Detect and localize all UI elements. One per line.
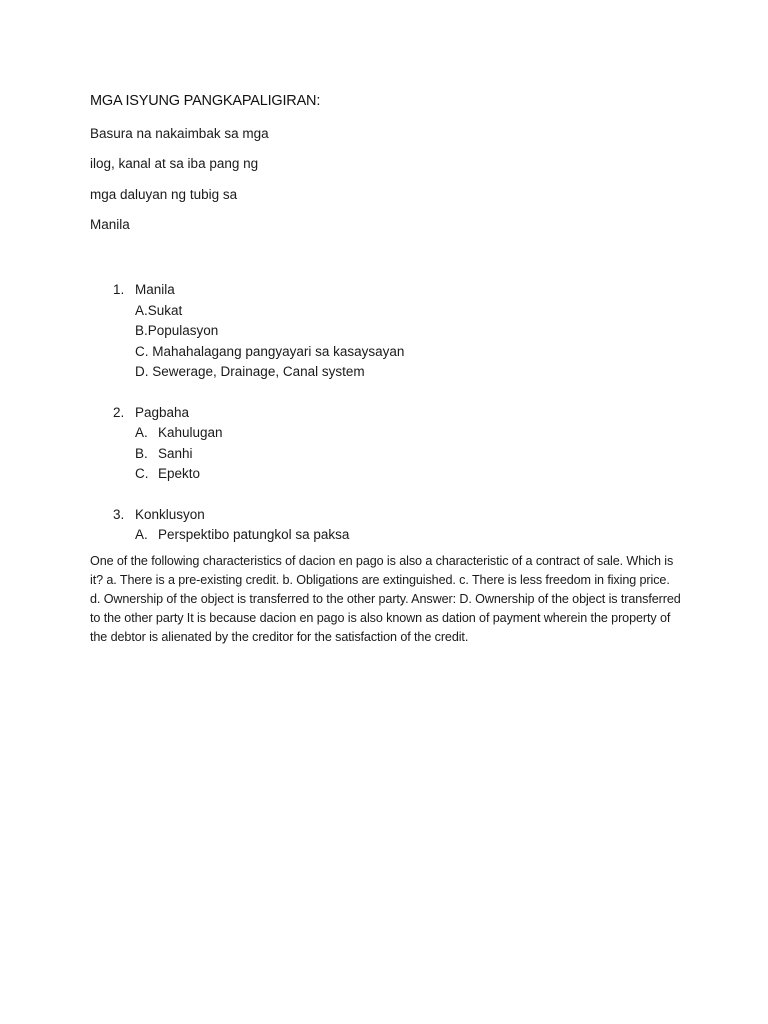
subitem-letter: A. [135,425,148,440]
outline-title: Manila [135,282,175,297]
question-answer-paragraph: One of the following characteristics of dacion en pago is also a characteristic of a contract of sale. Which is it? a. There is a pre-existing credit. b. Obligations are extinguished. c. There is less freedom in fixing price. d. Ownership of the object is transferred to the other party. Answer: D. Ownership of the object is transferred to the other party It is because dacion en pago is also known as dation of payment wherein the property of the debtor is alienated by the creditor for the satisfaction of the credit. [90,554,681,645]
intro-line-1: Basura na nakaimbak sa mga [90,126,269,141]
outline-subitem [113,464,404,485]
outline-title: Konklusyon [135,506,205,522]
outline-item-pagbaha [113,403,404,485]
subitem-text: Kahulugan [158,425,223,440]
intro-line-3: mga daluyan ng tubig sa [90,187,238,202]
subitem-text: Perspektibo patungkol sa paksa [158,527,350,542]
outline-subitem: B.Populasyon [135,323,219,338]
outline-number: 2. [113,404,125,420]
document-heading: MGA ISYUNG PANGKAPALIGIRAN: [90,93,321,109]
subitem-text: Sanhi [158,445,193,461]
outline-subitem [113,444,404,465]
outline-subitem: C. Mahahalagang pangyayari sa kasaysayan [135,343,405,359]
outline-subitem [113,423,404,444]
outline-subitem [113,525,404,546]
outline-item-konklusyon [113,505,404,546]
outline-item-manila [113,280,404,383]
outline-number: 3. [113,506,125,522]
outline-title: Pagbaha [135,404,190,420]
outline-subitem: A.Sukat [135,302,183,318]
subitem-text: Epekto [158,466,201,481]
intro-line-4: Manila [90,217,130,232]
subitem-letter: A. [135,527,148,542]
intro-line-2: ilog, kanal at sa iba pang ng [90,156,259,171]
outline-list [113,280,404,566]
outline-number: 1. [113,282,125,297]
subitem-letter: C. [135,466,149,481]
subitem-letter: B. [135,445,148,461]
outline-subitem: D. Sewerage, Drainage, Canal system [135,364,365,379]
